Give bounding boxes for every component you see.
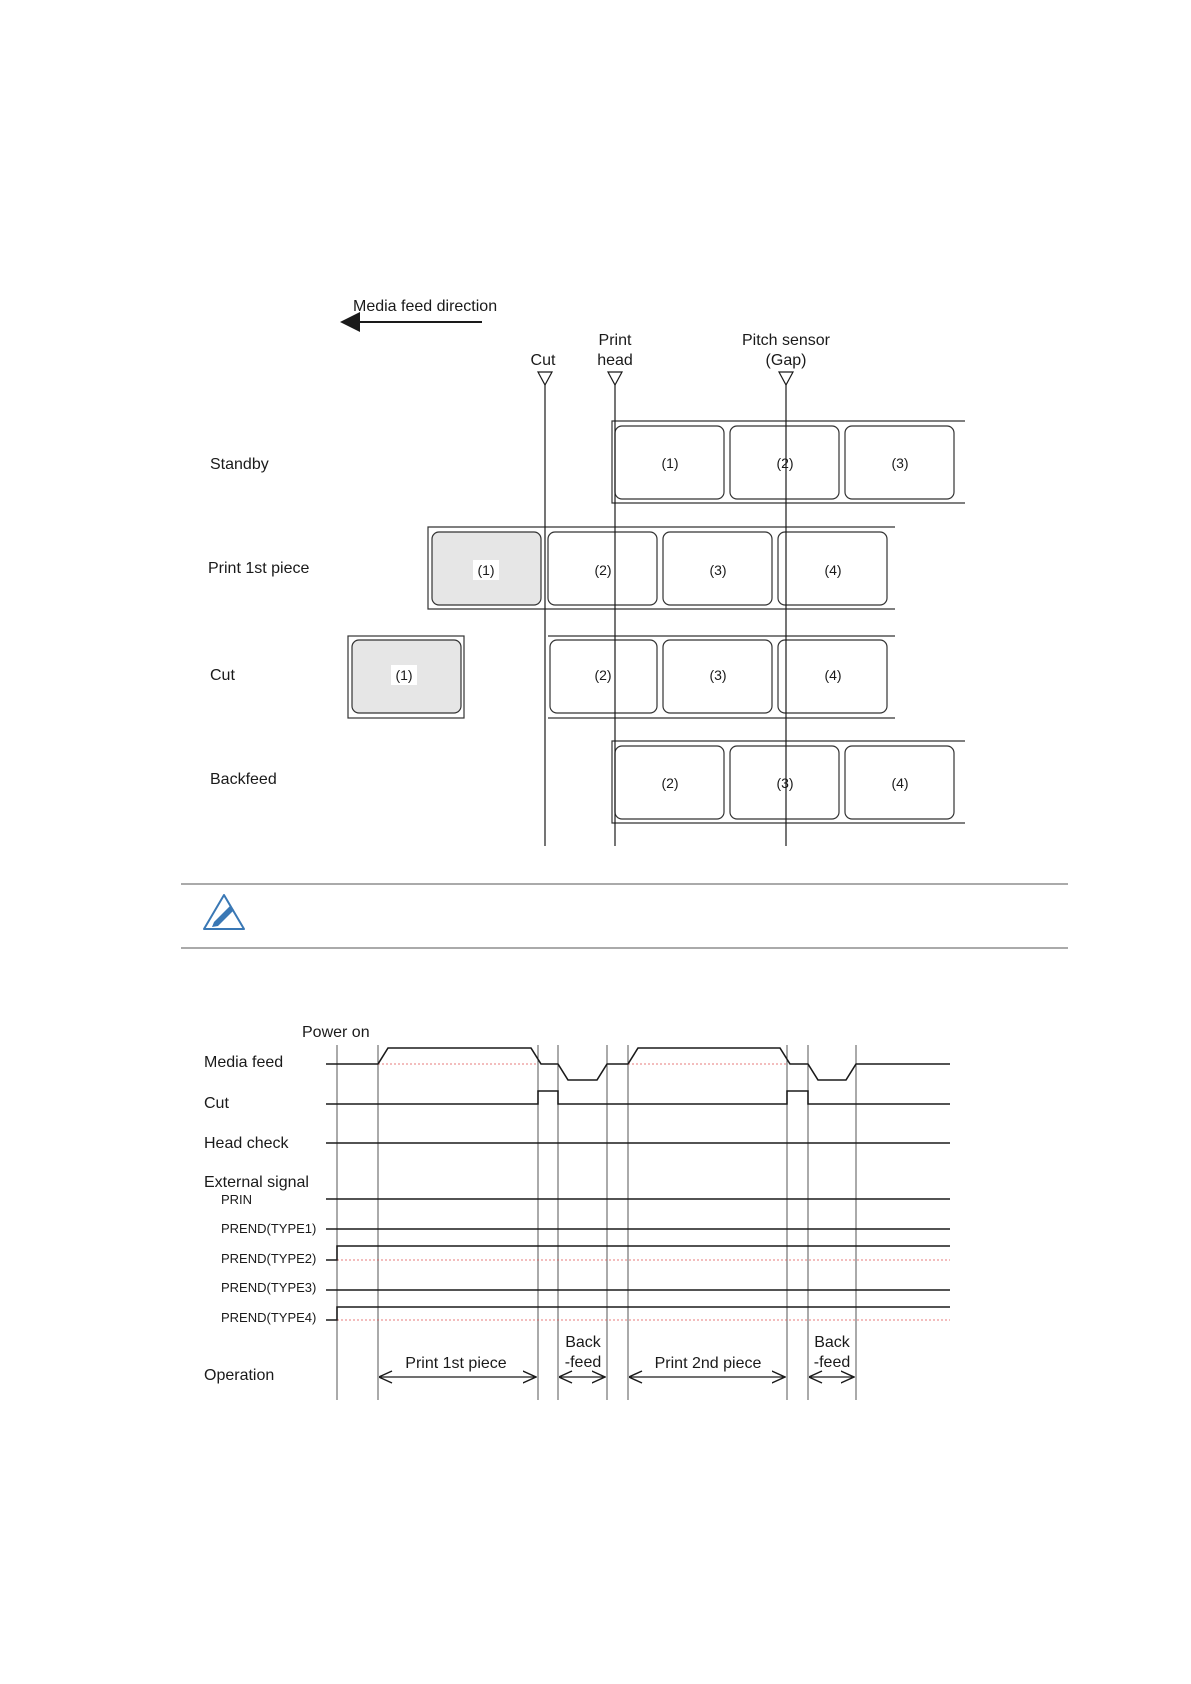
cut-label-3-text: (3): [709, 667, 727, 683]
signal-external-label: External signal: [204, 1174, 309, 1191]
print-strip: [428, 527, 895, 609]
signal-prend2-label: PREND(TYPE2): [221, 1251, 317, 1266]
phase-backfeed2-label-line1: Back: [814, 1334, 850, 1351]
pitch-sensor-label-line2: (Gap): [765, 352, 807, 369]
signal-cut-label: Cut: [204, 1095, 229, 1112]
print-label-1-text: (1): [477, 562, 495, 578]
print-label-3-text: (3): [709, 562, 727, 578]
pencil-note-icon: [204, 895, 244, 929]
cut-label-2-text: (2): [594, 667, 612, 683]
print-label-2-text: (2): [594, 562, 612, 578]
stage-backfeed-label: Backfeed: [210, 771, 277, 788]
signal-operation-label: Operation: [204, 1367, 275, 1384]
print-label-4-text: (4): [824, 562, 842, 578]
stage-standby-label: Standby: [210, 456, 269, 473]
cut-marker-label: Cut: [530, 352, 556, 369]
power-on-label: Power on: [302, 1024, 370, 1041]
print-head-label-line1: Print: [598, 332, 632, 349]
feed-diagram: [208, 298, 965, 846]
stage-print-label: Print 1st piece: [208, 560, 310, 577]
phase-print-second-label: Print 2nd piece: [654, 1355, 762, 1372]
standby-label-1-text: (1): [661, 455, 679, 471]
backfeed-label-3-text: (3): [776, 775, 794, 791]
feed-direction-label: Media feed direction: [353, 298, 498, 315]
print-head-label-line2: head: [597, 352, 633, 369]
signal-prin-label: PRIN: [221, 1192, 253, 1207]
timing-chart: [204, 1024, 950, 1400]
cut-label-4-text: (4): [824, 667, 842, 683]
backfeed-strip: [612, 741, 965, 823]
pitch-sensor-marker-icon: [779, 372, 793, 385]
signal-media-feed-label: Media feed: [204, 1054, 284, 1071]
backfeed-label-4-text: (4): [891, 775, 909, 791]
cut-marker-icon: [538, 372, 552, 385]
print-head-marker-icon: [608, 372, 622, 385]
signal-prend4-label: PREND(TYPE4): [221, 1310, 317, 1325]
standby-label-3-text: (3): [891, 455, 909, 471]
phase-backfeed1-label-line2: -feed: [564, 1354, 602, 1371]
signal-prend3-label: PREND(TYPE3): [221, 1280, 317, 1295]
note-bar: [181, 884, 1068, 948]
signal-head-check-label: Head check: [204, 1135, 289, 1152]
phase-backfeed1-label-line1: Back: [565, 1334, 601, 1351]
signal-prend1-label: PREND(TYPE1): [221, 1221, 317, 1236]
phase-backfeed2-label-line2: -feed: [813, 1354, 851, 1371]
phase-print-first-label: Print 1st piece: [405, 1355, 507, 1372]
operation-phases: [380, 1334, 854, 1377]
stage-cut-label: Cut: [210, 667, 235, 684]
cut-strip: [348, 636, 895, 718]
standby-strip: [612, 421, 965, 503]
standby-label-2-text: (2): [776, 455, 794, 471]
pitch-sensor-label-line1: Pitch sensor: [741, 332, 831, 349]
backfeed-label-2-text: (2): [661, 775, 679, 791]
cut-label-1-text: (1): [395, 667, 413, 683]
